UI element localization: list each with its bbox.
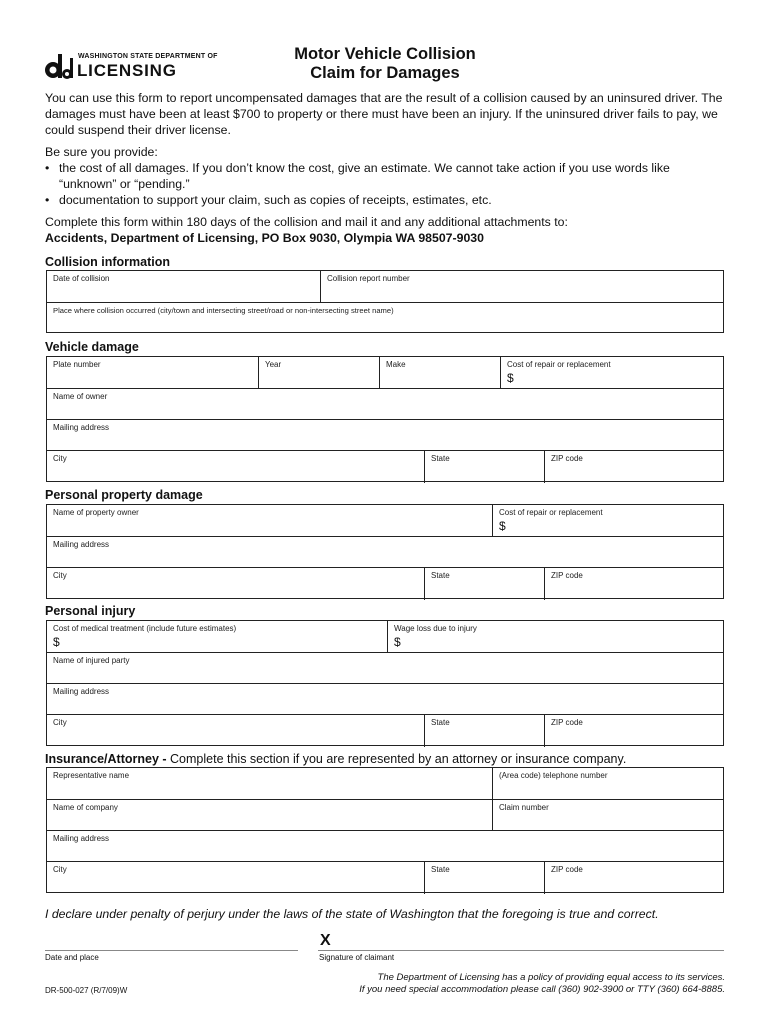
- accessibility-line-1: The Department of Licensing has a policy of providing equal access to its services.: [377, 972, 725, 983]
- property-section: [46, 504, 724, 599]
- title-line-1: Motor Vehicle Collision: [294, 45, 476, 63]
- collision-place-field[interactable]: [47, 302, 723, 334]
- insurance-section: [46, 767, 724, 893]
- vehicle-section: [46, 356, 724, 482]
- date-place-line[interactable]: [45, 950, 298, 951]
- insurance-heading: [45, 752, 626, 766]
- collision-date-field[interactable]: [47, 271, 320, 302]
- property-cost-dollar: $: [499, 519, 506, 533]
- representative-field[interactable]: [47, 768, 492, 799]
- injured-name-field[interactable]: [47, 652, 723, 684]
- date-place-label: Date and place: [45, 953, 99, 962]
- accessibility-note: [359, 972, 725, 996]
- property-owner-field[interactable]: [47, 505, 492, 536]
- accessibility-line-2: If you need special accommodation please call (360) 902-3900 or TTY (360) 664-8885.: [359, 984, 725, 995]
- vehicle-cost-label: Cost of repair or replacement: [507, 360, 611, 369]
- medical-cost-dollar: $: [53, 635, 60, 649]
- complete-text: Complete this form within 180 days of the collision and mail it and any additional attachments to:: [45, 215, 568, 229]
- injury-section: [46, 620, 724, 746]
- insurance-mailing-label: Mailing address: [53, 834, 110, 843]
- year-label: Year: [265, 360, 282, 369]
- collision-report-label: Collision report number: [327, 274, 410, 283]
- property-state-label: State: [431, 571, 450, 580]
- form-id: DR-500-027 (R/7/09)W: [45, 986, 128, 995]
- be-sure-text: Be sure you provide:: [45, 145, 158, 159]
- logo-top-text: WASHINGTON STATE DEPARTMENT OF: [78, 53, 218, 60]
- collision-report-field[interactable]: [320, 271, 723, 302]
- injury-mailing-label: Mailing address: [53, 687, 110, 696]
- property-cost-field[interactable]: [492, 505, 723, 536]
- title-line-2: Claim for Damages: [310, 64, 460, 82]
- telephone-field[interactable]: [492, 768, 723, 799]
- dol-logo: [44, 50, 218, 82]
- vehicle-owner-field[interactable]: [47, 388, 723, 420]
- collision-heading: Collision information: [45, 255, 170, 269]
- injury-zip-label: ZIP code: [551, 718, 583, 727]
- telephone-label: (Area code) telephone number: [499, 771, 608, 780]
- bullet-item-2: documentation to support your claim, such as copies of receipts, estimates, etc.: [59, 193, 492, 207]
- vehicle-mailing-label: Mailing address: [53, 423, 110, 432]
- year-field[interactable]: [258, 357, 380, 388]
- company-label: Name of company: [53, 803, 118, 812]
- medical-cost-label: Cost of medical treatment (include future estimates): [53, 624, 237, 633]
- collision-section: [46, 270, 724, 333]
- declaration-text: I declare under penalty of perjury under the laws of the state of Washington that the foregoing is true and correct.: [45, 907, 659, 921]
- bullet-item-1: the cost of all damages. If you don’t know the cost, give an estimate. We cannot take action if you use words like “unknown” or “pending.”: [59, 161, 670, 191]
- insurance-mailing-field[interactable]: [47, 830, 723, 862]
- dol-logo-mark-icon: [44, 52, 74, 80]
- property-cost-label: Cost of repair or replacement: [499, 508, 603, 517]
- wage-loss-field[interactable]: [387, 621, 723, 652]
- injury-city-field[interactable]: [47, 715, 424, 747]
- injury-state-field[interactable]: [424, 715, 545, 747]
- property-city-label: City: [53, 571, 67, 580]
- insurance-zip-label: ZIP code: [551, 865, 583, 874]
- bullet-icon: •: [45, 193, 50, 207]
- vehicle-mailing-field[interactable]: [47, 419, 723, 451]
- form-title: [230, 45, 540, 83]
- signature-label: Signature of claimant: [319, 953, 395, 962]
- vehicle-city-field[interactable]: [47, 451, 424, 483]
- injured-name-label: Name of injured party: [53, 656, 130, 665]
- injury-mailing-field[interactable]: [47, 683, 723, 715]
- injury-city-label: City: [53, 718, 67, 727]
- property-city-field[interactable]: [47, 568, 424, 600]
- vehicle-cost-field[interactable]: [500, 357, 723, 388]
- collision-date-label: Date of collision: [53, 274, 110, 283]
- signature-line[interactable]: [318, 950, 724, 951]
- injury-zip-field[interactable]: [544, 715, 723, 747]
- vehicle-state-field[interactable]: [424, 451, 545, 483]
- representative-label: Representative name: [53, 771, 130, 780]
- property-heading: Personal property damage: [45, 488, 203, 502]
- company-field[interactable]: [47, 800, 492, 831]
- wage-loss-dollar: $: [394, 635, 401, 649]
- wage-loss-label: Wage loss due to injury: [394, 624, 477, 633]
- insurance-zip-field[interactable]: [544, 862, 723, 894]
- claim-number-label: Claim number: [499, 803, 549, 812]
- property-mailing-field[interactable]: [47, 536, 723, 568]
- intro-text: You can use this form to report uncompensated damages that are the result of a collision caused by an uninsured driver. The damages must have been at least $700 to property or there must have been an injury. If the uninsured driver fails to pay, we could suspend their driver license.: [45, 91, 723, 137]
- property-owner-label: Name of property owner: [53, 508, 139, 517]
- vehicle-city-label: City: [53, 454, 67, 463]
- vehicle-heading: Vehicle damage: [45, 340, 139, 354]
- plate-field[interactable]: [47, 357, 258, 388]
- property-mailing-label: Mailing address: [53, 540, 110, 549]
- insurance-state-field[interactable]: [424, 862, 545, 894]
- claim-number-field[interactable]: [492, 800, 723, 831]
- vehicle-zip-field[interactable]: [544, 451, 723, 483]
- medical-cost-field[interactable]: [47, 621, 387, 652]
- mailing-address-text: Accidents, Department of Licensing, PO Box 9030, Olympia WA 98507-9030: [45, 231, 484, 245]
- property-zip-label: ZIP code: [551, 571, 583, 580]
- logo-licensing-text: LICENSING: [77, 61, 177, 80]
- make-field[interactable]: [379, 357, 501, 388]
- vehicle-zip-label: ZIP code: [551, 454, 583, 463]
- vehicle-cost-dollar: $: [507, 371, 514, 385]
- bullet-icon: •: [45, 161, 50, 175]
- vehicle-state-label: State: [431, 454, 450, 463]
- insurance-city-field[interactable]: [47, 862, 424, 894]
- vehicle-owner-label: Name of owner: [53, 392, 108, 401]
- insurance-city-label: City: [53, 865, 67, 874]
- collision-place-label: Place where collision occurred (city/town and intersecting street/road or non-intersecting street name): [53, 306, 394, 315]
- signature-x-mark: X: [320, 932, 331, 949]
- make-label: Make: [386, 360, 406, 369]
- plate-label: Plate number: [53, 360, 101, 369]
- injury-heading: Personal injury: [45, 604, 136, 618]
- insurance-heading-title: Insurance/Attorney -: [45, 752, 171, 766]
- property-zip-field[interactable]: [544, 568, 723, 600]
- injury-state-label: State: [431, 718, 450, 727]
- property-state-field[interactable]: [424, 568, 545, 600]
- insurance-state-label: State: [431, 865, 450, 874]
- insurance-heading-note: Complete this section if you are represented by an attorney or insurance company.: [170, 752, 627, 766]
